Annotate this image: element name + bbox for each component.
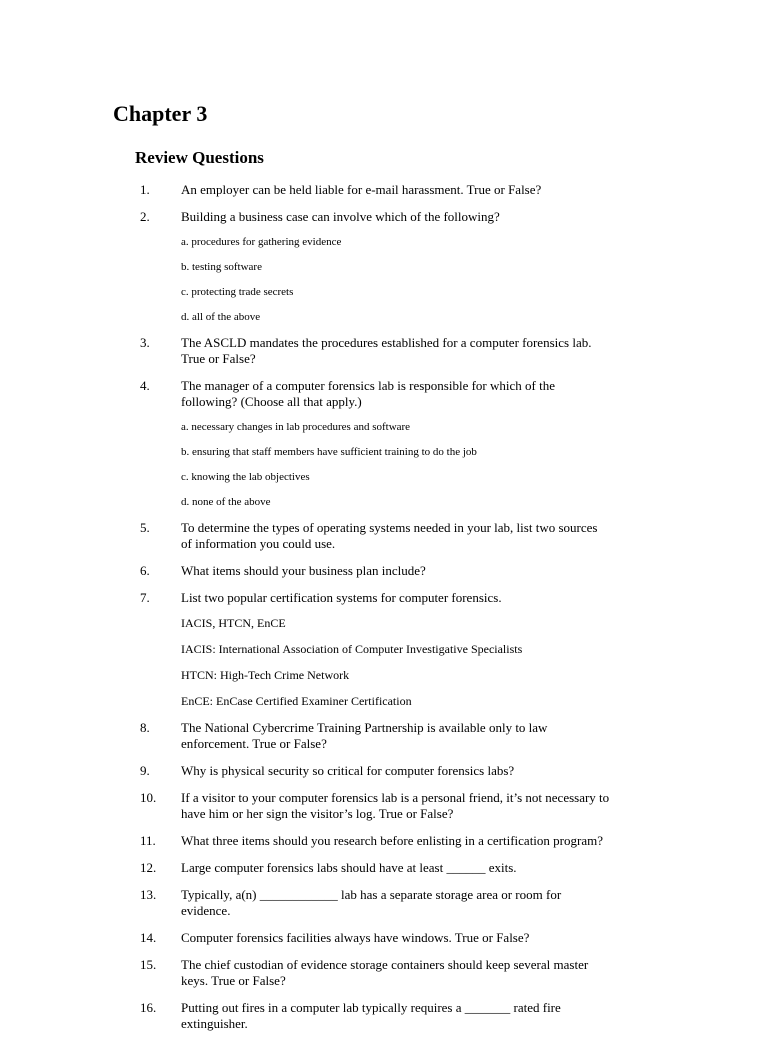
- question-number: 16.: [140, 1000, 157, 1015]
- question-number: 1.: [140, 182, 150, 197]
- question-number: 15.: [140, 957, 157, 972]
- answer-line: HTCN: High-Tech Crime Network: [181, 668, 350, 682]
- section-title: Review Questions: [135, 148, 264, 167]
- question-number: 4.: [140, 378, 150, 393]
- option-d: d. none of the above: [181, 496, 271, 508]
- question-number: 12.: [140, 860, 157, 875]
- question-text: Typically, a(n) ____________ lab has a separate storage area or room for evidence.: [181, 887, 562, 918]
- question-6: [140, 563, 610, 579]
- answer-list: [181, 616, 610, 709]
- question-9: [140, 763, 610, 779]
- question-2: [140, 209, 610, 324]
- option-list: [181, 420, 610, 509]
- question-text: Putting out fires in a computer lab typically requires a _______ rated fire extinguisher.: [181, 1000, 561, 1031]
- question-number: 13.: [140, 887, 157, 902]
- question-text: The manager of a computer forensics lab is responsible for which of the following? (Choose all that apply.): [181, 378, 555, 409]
- question-text: Why is physical security so critical for computer forensics labs?: [181, 763, 515, 778]
- question-number: 7.: [140, 590, 150, 605]
- question-8: [140, 720, 610, 752]
- answer-line: IACIS: International Association of Computer Investigative Specialists: [181, 642, 523, 656]
- question-text: What items should your business plan include?: [181, 563, 426, 578]
- question-15: [140, 957, 610, 989]
- question-text: List two popular certification systems for computer forensics.: [181, 590, 502, 605]
- question-7: [140, 590, 610, 709]
- question-text: The chief custodian of evidence storage containers should keep several master keys. True or False?: [181, 957, 589, 988]
- question-10: [140, 790, 610, 822]
- question-number: 9.: [140, 763, 150, 778]
- question-14: [140, 930, 610, 946]
- option-a: a. necessary changes in lab procedures and software: [181, 421, 411, 433]
- question-number: 10.: [140, 790, 157, 805]
- option-b: b. ensuring that staff members have sufficient training to do the job: [181, 446, 477, 458]
- question-16: [140, 1000, 610, 1032]
- question-11: [140, 833, 610, 849]
- question-text: Large computer forensics labs should have at least ______ exits.: [181, 860, 517, 875]
- question-text: An employer can be held liable for e-mail harassment. True or False?: [181, 182, 542, 197]
- question-13: [140, 887, 610, 919]
- chapter-title: Chapter 3: [113, 101, 208, 126]
- option-list: [181, 235, 610, 324]
- question-text: Computer forensics facilities always have windows. True or False?: [181, 930, 530, 945]
- question-text: The ASCLD mandates the procedures established for a computer forensics lab. True or False?: [181, 335, 592, 366]
- option-d: d. all of the above: [181, 311, 261, 323]
- answer-line: IACIS, HTCN, EnCE: [181, 616, 286, 630]
- question-number: 5.: [140, 520, 150, 535]
- question-text: The National Cybercrime Training Partnership is available only to law enforcement. True or False?: [181, 720, 548, 751]
- option-c: c. protecting trade secrets: [181, 286, 294, 298]
- question-5: [140, 520, 610, 552]
- option-a: a. procedures for gathering evidence: [181, 236, 342, 248]
- question-4: [140, 378, 610, 509]
- answer-line: EnCE: EnCase Certified Examiner Certification: [181, 694, 412, 708]
- option-c: c. knowing the lab objectives: [181, 471, 310, 483]
- question-12: [140, 860, 610, 876]
- question-number: 11.: [140, 833, 156, 848]
- question-text: To determine the types of operating systems needed in your lab, list two sources of information you could use.: [181, 520, 598, 551]
- question-3: [140, 335, 610, 367]
- question-text: If a visitor to your computer forensics lab is a personal friend, it’s not necessary to have him or her sign the visitor’s log. True or False?: [181, 790, 610, 821]
- question-number: 14.: [140, 930, 157, 945]
- question-number: 3.: [140, 335, 150, 350]
- question-number: 8.: [140, 720, 150, 735]
- question-text: What three items should you research before enlisting in a certification program?: [181, 833, 603, 848]
- question-text: Building a business case can involve which of the following?: [181, 209, 500, 224]
- question-number: 2.: [140, 209, 150, 224]
- question-1: [140, 182, 610, 198]
- question-number: 6.: [140, 563, 150, 578]
- option-b: b. testing software: [181, 261, 262, 273]
- question-list: [140, 182, 610, 1043]
